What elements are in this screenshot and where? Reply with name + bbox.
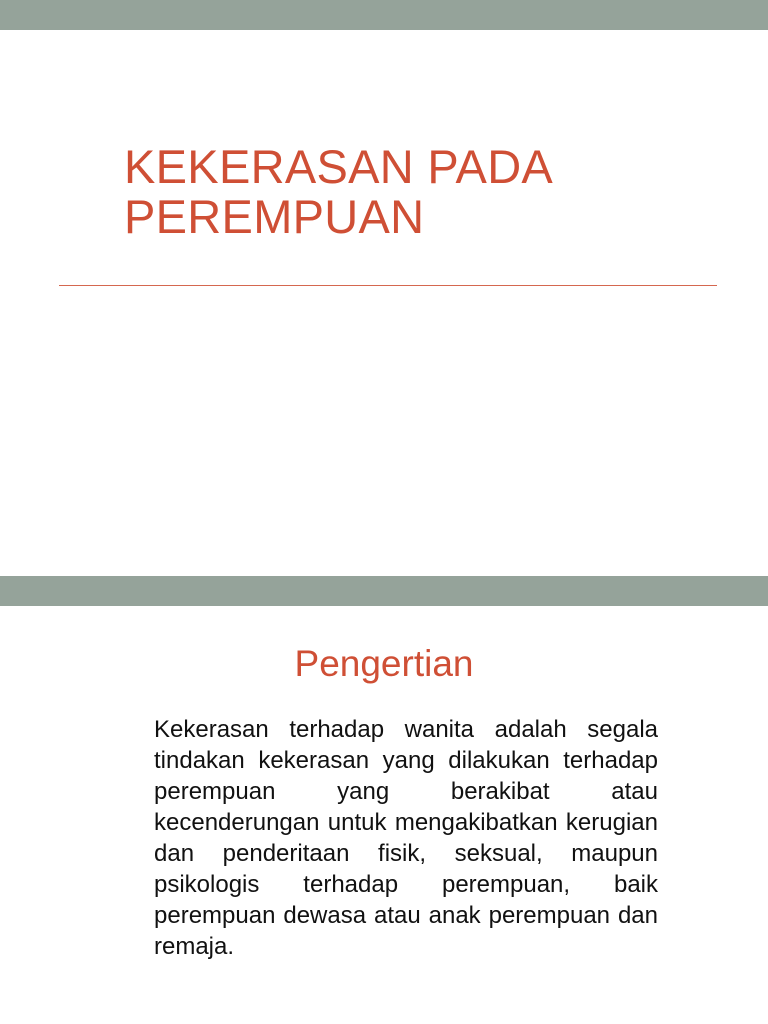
title-underline (59, 285, 717, 286)
slide-accent-bar (0, 576, 768, 606)
slide-accent-bar (0, 0, 768, 30)
slide-heading: Pengertian (294, 643, 474, 684)
content-slide (0, 576, 768, 1024)
slide-title: KEKERASAN PADA PEREMPUAN (124, 140, 551, 243)
definition-paragraph: Kekerasan terhadap wanita adalah segala tindakan kekerasan yang dilakukan terhadap perempuan yang berakibat atau kecenderungan untuk mengakibatkan kerugian dan penderitaan fisik, seksual, maupun psikologis terhadap perempuan, baik perempuan dewasa atau anak perempuan dan remaja. (154, 716, 658, 960)
